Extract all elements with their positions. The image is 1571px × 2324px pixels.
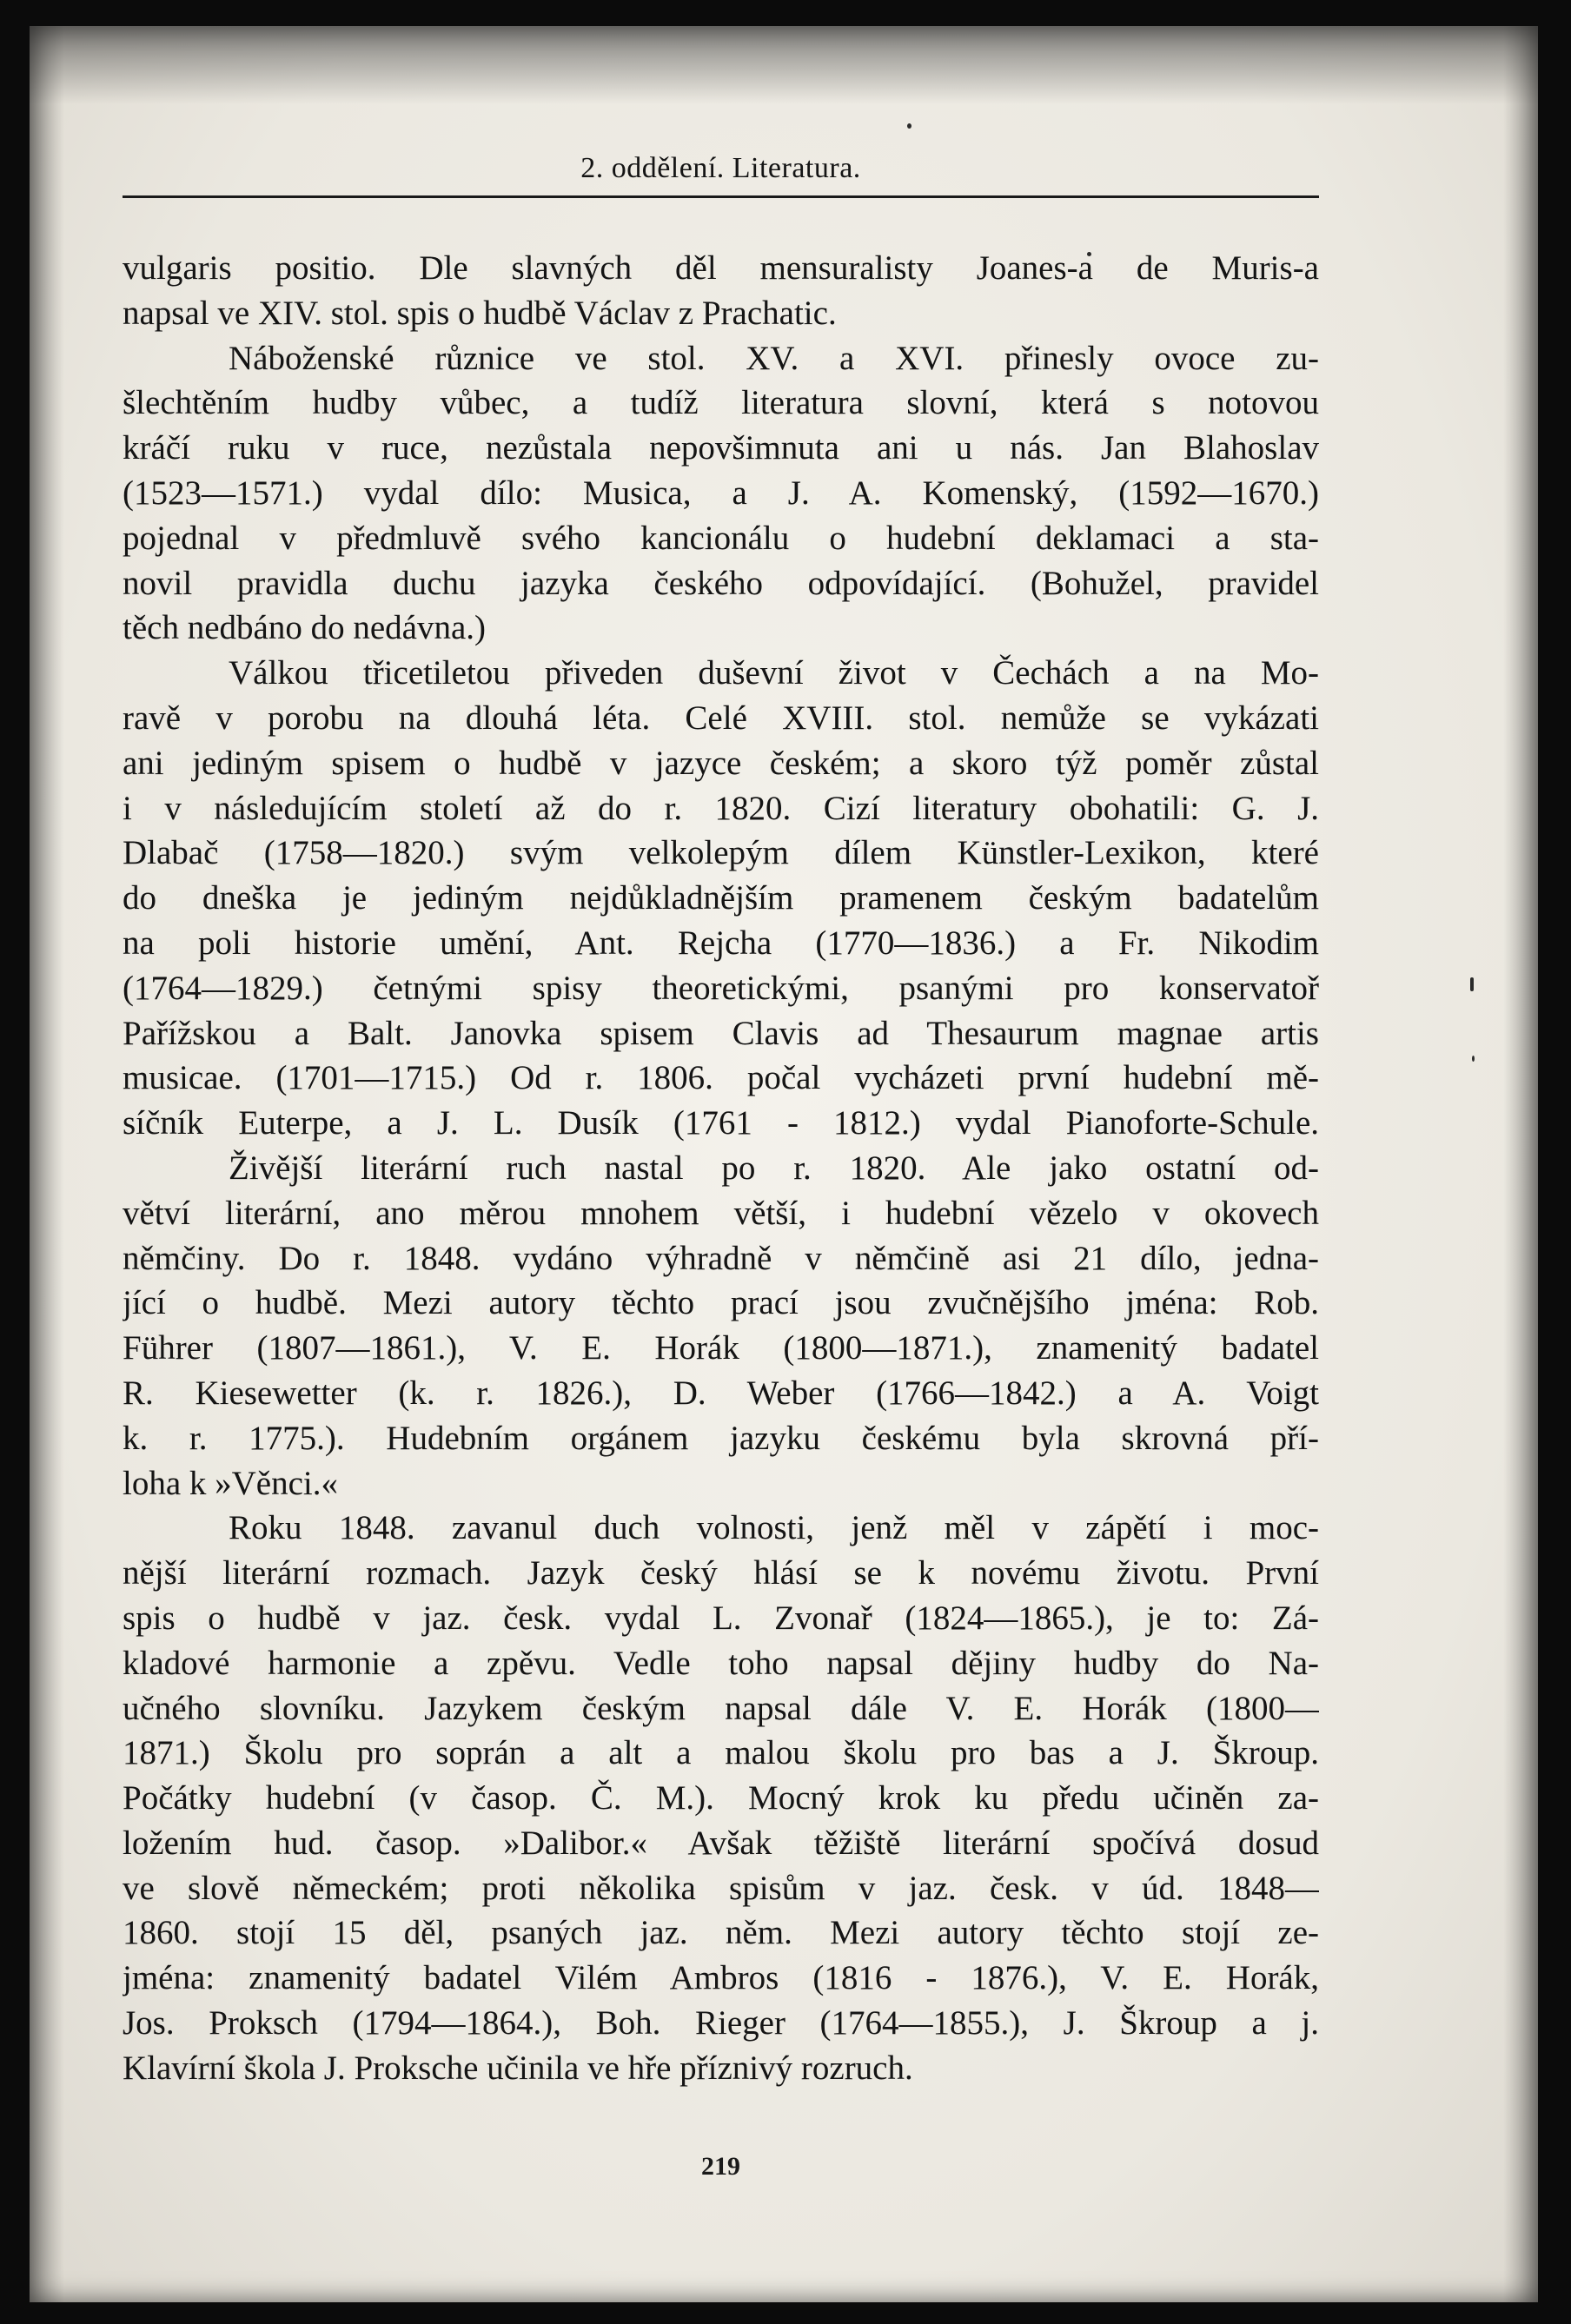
text-line: R. Kiesewetter (k. r. 1826.), D. Weber (1766—1842.) a A. Voigt: [123, 1374, 1319, 1412]
text-line: Pařížskou a Balt. Janovka spisem Clavis ad Thesaurum magnae artis: [123, 1014, 1319, 1052]
text-line: kráčí ruku v ruce, nezůstala nepovšimnuta ani u nás. Jan Blahoslav: [123, 429, 1319, 467]
running-header: 2. oddělení. Literatura.: [580, 152, 861, 184]
body-text: [123, 246, 1319, 2091]
text-line: učného slovníku. Jazykem českým napsal dále V. E. Horák (1800—: [123, 1689, 1319, 1727]
text-line: Živější literární ruch nastal po r. 1820. Ale jako ostatní od-: [229, 1149, 1319, 1187]
text-line: 1860. stojí 15 děl, psaných jaz. něm. Mezi autory těchto stojí ze-: [123, 1914, 1319, 1952]
text-line: těch nedbáno do nedávna.): [123, 609, 486, 647]
text-line: Jos. Proksch (1794—1864.), Boh. Rieger (1764—1855.), J. Škroup a j.: [123, 2004, 1319, 2043]
text-line: Náboženské různice ve stol. XV. a XVI. přinesly ovoce zu-: [229, 339, 1319, 377]
text-line: jící o hudbě. Mezi autory těchto prací jsou zvučnějšího jména: Rob.: [123, 1284, 1319, 1322]
text-line: němčiny. Do r. 1848. vydáno výhradně v němčině asi 21 dílo, jedna-: [123, 1239, 1319, 1277]
text-line: Führer (1807—1861.), V. E. Horák (1800—1871.), znamenitý badatel: [123, 1329, 1319, 1367]
text-line: Klavírní škola J. Proksche učinila ve hře příznivý rozruch.: [123, 2049, 913, 2087]
text-line: novil pravidla duchu jazyka českého odpovídající. (Bohužel, pravidel: [123, 564, 1319, 602]
text-line: napsal ve XIV. stol. spis o hudbě Václav z Prachatic.: [123, 294, 837, 332]
text-line: ve slově německém; proti několika spisům v jaz. česk. v úd. 1848—: [123, 1869, 1319, 1907]
page-shadow-right: [1503, 26, 1538, 2302]
text-line: ložením hud. časop. »Dalibor.« Avšak těžiště literární spočívá dosud: [123, 1824, 1319, 1862]
text-line: Počátky hudební (v časop. Č. M.). Mocný krok ku předu učiněn za-: [123, 1779, 1319, 1817]
speck-decoration: [1470, 977, 1474, 991]
text-line: šlechtěním hudby vůbec, a tudíž literatura slovní, která s notovou: [123, 384, 1319, 422]
text-line: (1764—1829.) četnými spisy theoretickými, psanými pro konservatoř: [123, 969, 1319, 1007]
text-line: jména: znamenitý badatel Vilém Ambros (1816 - 1876.), V. E. Horák,: [123, 1959, 1319, 1997]
text-line: (1523—1571.) vydal dílo: Musica, a J. A. Komenský, (1592—1670.): [123, 473, 1319, 512]
text-line: Válkou třicetiletou přiveden duševní život v Čechách a na Mo-: [229, 654, 1319, 692]
text-line: i v následujícím století až do r. 1820. Cizí literatury obohatili: G. J.: [123, 789, 1319, 827]
speck-decoration: [1472, 1056, 1475, 1062]
text-line: pojednal v předmluvě svého kancionálu o hudební deklamaci a sta-: [123, 519, 1319, 557]
text-line: vulgaris positio. Dle slavných děl mensuralisty Joanes-a de Muris-a: [123, 249, 1319, 287]
text-line: 1871.) Školu pro soprán a alt a malou školu pro bas a J. Škroup.: [123, 1734, 1319, 1772]
text-line: do dneška je jediným nejdůkladnějším pramenem českým badatelům: [123, 879, 1319, 917]
text-line: síčník Euterpe, a J. L. Dusík (1761 - 1812.) vydal Pianoforte-Schule.: [123, 1104, 1319, 1142]
text-line: kladové harmonie a zpěvu. Vedle toho napsal dějiny hudby do Na-: [123, 1644, 1319, 1682]
page-number: 219: [701, 2152, 740, 2181]
text-line: Roku 1848. zavanul duch volnosti, jenž měl v zápětí i moc-: [229, 1509, 1319, 1547]
text-line: větví literární, ano měrou mnohem větší, i hudební vězelo v okovech: [123, 1194, 1319, 1232]
text-line: spis o hudbě v jaz. česk. vydal L. Zvonař (1824—1865.), je to: Zá-: [123, 1599, 1319, 1637]
text-line: Dlabač (1758—1820.) svým velkolepým dílem Künstler-Lexikon, které: [123, 834, 1319, 872]
header-rule: [123, 195, 1319, 198]
text-line: na poli historie umění, Ant. Rejcha (1770—1836.) a Fr. Nikodim: [123, 924, 1319, 962]
text-line: ani jediným spisem o hudbě v jazyce českém; a skoro týž poměr zůstal: [123, 744, 1319, 782]
text-line: nější literární rozmach. Jazyk český hlásí se k novému životu. První: [123, 1554, 1319, 1592]
page-shadow-top: [30, 26, 1538, 104]
page-shadow-left: [30, 26, 64, 2302]
text-line: k. r. 1775.). Hudebním orgánem jazyku českému byla skrovná pří-: [123, 1419, 1319, 1457]
text-line: musicae. (1701—1715.) Od r. 1806. počal vycházeti první hudební mě-: [123, 1059, 1319, 1097]
text-line: ravě v porobu na dlouhá léta. Celé XVIII. stol. nemůže se vykázati: [123, 699, 1319, 737]
speck-decoration: [907, 123, 911, 129]
text-line: loha k »Věnci.«: [123, 1464, 339, 1502]
